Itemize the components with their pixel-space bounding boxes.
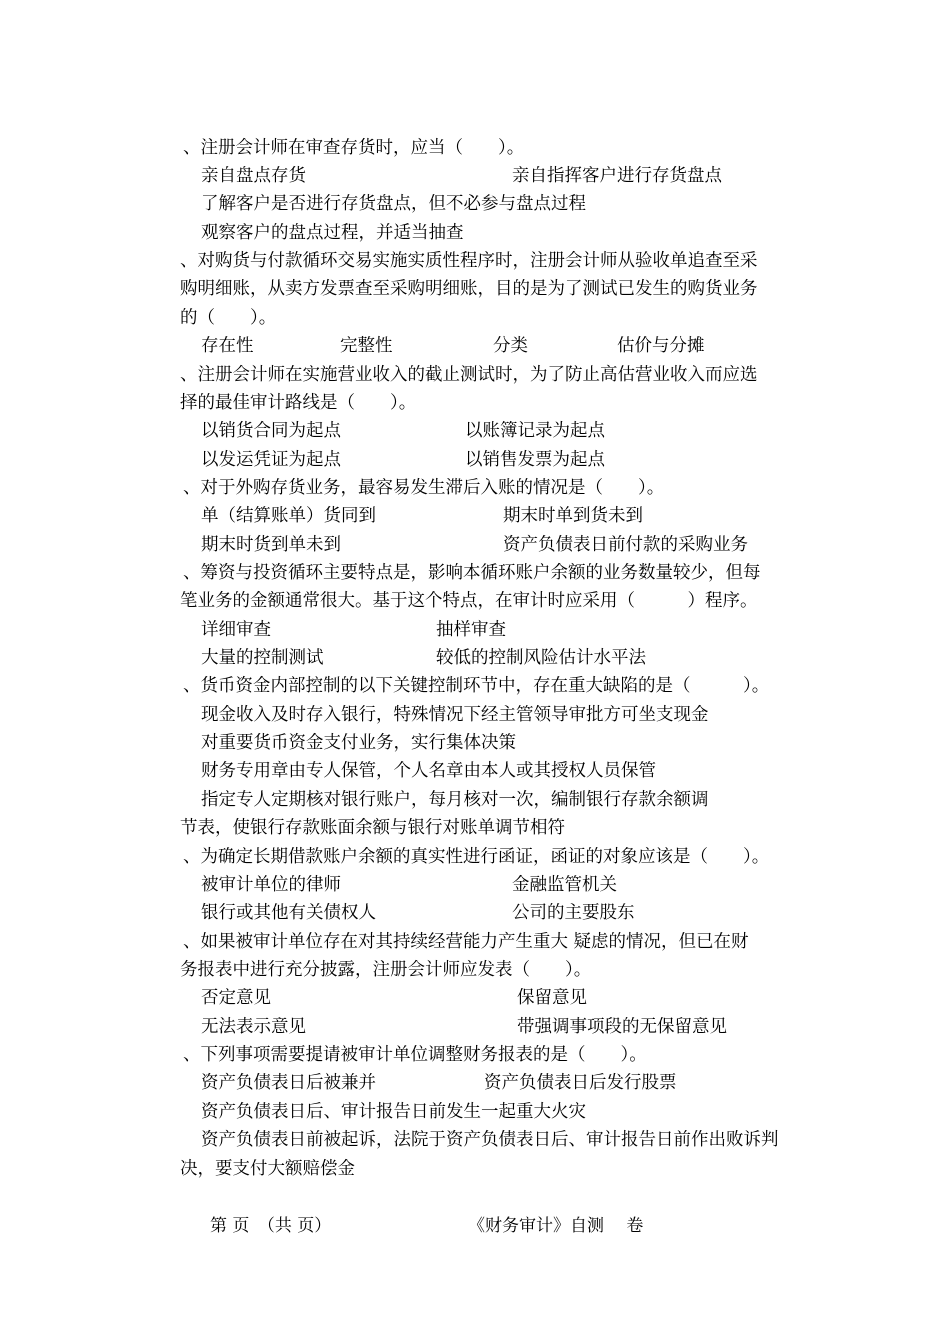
option-d: 观察客户的盘点过程，并适当抽查 xyxy=(201,223,464,243)
option-d: 资产负债表日前被起诉，法院于资产负债表日后、审计报告日前作出败诉判 xyxy=(201,1130,779,1150)
option-c: 以发运凭证为起点 xyxy=(201,450,341,470)
option-a: 被审计单位的律师 xyxy=(201,875,341,895)
question-stem: 务报表中进行充分披露，注册会计师应发表（ ）。 xyxy=(180,960,592,980)
exam-title: 《财务审计》自测 卷 xyxy=(468,1216,644,1236)
option-c: 资产负债表日后、审计报告日前发生一起重大火灾 xyxy=(201,1102,586,1122)
question-stem: 、如果被审计单位存在对其持续经营能力产生重大 疑虑的情况，但已在财 xyxy=(183,932,749,952)
option-b: 资产负债表日后发行股票 xyxy=(484,1073,677,1093)
option-b: 抽样审查 xyxy=(436,620,506,640)
option-d: 估价与分摊 xyxy=(617,336,705,356)
question-stem: 、注册会计师在实施营业收入的截止测试时，为了防止高估营业收入而应选 xyxy=(180,365,758,385)
option-b: 保留意见 xyxy=(517,988,587,1008)
option-a: 否定意见 xyxy=(201,988,271,1008)
option-a: 存在性 xyxy=(201,336,254,356)
question-stem: 、注册会计师在审查存货时，应当（ ）。 xyxy=(183,138,525,158)
option-d: 较低的控制风险估计水平法 xyxy=(436,648,646,668)
question-stem: 购明细账，从卖方发票查至采购明细账，目的是为了测试已发生的购货业务 xyxy=(180,279,758,299)
option-b: 完整性 xyxy=(340,336,393,356)
option-a: 亲自盘点存货 xyxy=(201,166,306,186)
option-c: 银行或其他有关债权人 xyxy=(201,903,376,923)
option-c: 了解客户是否进行存货盘点，但不必参与盘点过程 xyxy=(201,194,586,214)
question-stem: 笔业务的金额通常很大。基于这个特点，在审计时应采用（ ）程序。 xyxy=(180,591,758,611)
option-d: 带强调事项段的无保留意见 xyxy=(517,1017,727,1037)
question-stem: 择的最佳审计路线是（ ）。 xyxy=(180,393,417,413)
option-b: 金融监管机关 xyxy=(512,875,617,895)
question-stem: 、对于外购存货业务，最容易发生滞后入账的情况是（ ）。 xyxy=(183,478,665,498)
option-a: 以销货合同为起点 xyxy=(201,421,341,441)
question-stem: 、为确定长期借款账户余额的真实性进行函证，函证的对象应该是（ ）。 xyxy=(183,847,770,867)
option-c: 财务专用章由专人保管，个人名章由本人或其授权人员保管 xyxy=(201,761,656,781)
question-stem: 的（ ）。 xyxy=(180,308,277,328)
option-c: 分类 xyxy=(493,336,528,356)
option-c: 大量的控制测试 xyxy=(201,648,324,668)
option-a: 单（结算账单）货同到 xyxy=(201,506,376,526)
question-stem: 、下列事项需要提请被审计单位调整财务报表的是（ ）。 xyxy=(183,1045,647,1065)
option-b: 对重要货币资金支付业务，实行集体决策 xyxy=(201,733,516,753)
option-a: 资产负债表日后被兼并 xyxy=(201,1073,376,1093)
option-b: 期末时单到货未到 xyxy=(503,506,643,526)
option-d: 指定专人定期核对银行账户，每月核对一次，编制银行存款余额调 xyxy=(201,790,709,810)
question-stem: 、对购货与付款循环交易实施实质性程序时，注册会计师从验收单追查至采 xyxy=(180,251,758,271)
option-d-continued: 决，要支付大额赔偿金 xyxy=(180,1159,355,1179)
option-d: 以销售发票为起点 xyxy=(465,450,605,470)
option-a: 现金收入及时存入银行，特殊情况下经主管领导审批方可坐支现金 xyxy=(201,705,709,725)
question-stem: 、货币资金内部控制的以下关键控制环节中，存在重大缺陷的是（ ）。 xyxy=(183,676,770,696)
option-c: 期末时货到单未到 xyxy=(201,535,341,555)
page-number: 第 页 （共 页） xyxy=(210,1216,332,1236)
question-stem: 、筹资与投资循环主要特点是，影响本循环账户余额的业务数量较少，但每 xyxy=(183,563,761,583)
option-b: 以账簿记录为起点 xyxy=(465,421,605,441)
option-b: 亲自指挥客户进行存货盘点 xyxy=(512,166,722,186)
option-d: 公司的主要股东 xyxy=(512,903,635,923)
option-a: 详细审查 xyxy=(201,620,271,640)
option-d-continued: 节表，使银行存款账面余额与银行对账单调节相符 xyxy=(180,818,565,838)
option-c: 无法表示意见 xyxy=(201,1017,306,1037)
option-d: 资产负债表日前付款的采购业务 xyxy=(503,535,748,555)
